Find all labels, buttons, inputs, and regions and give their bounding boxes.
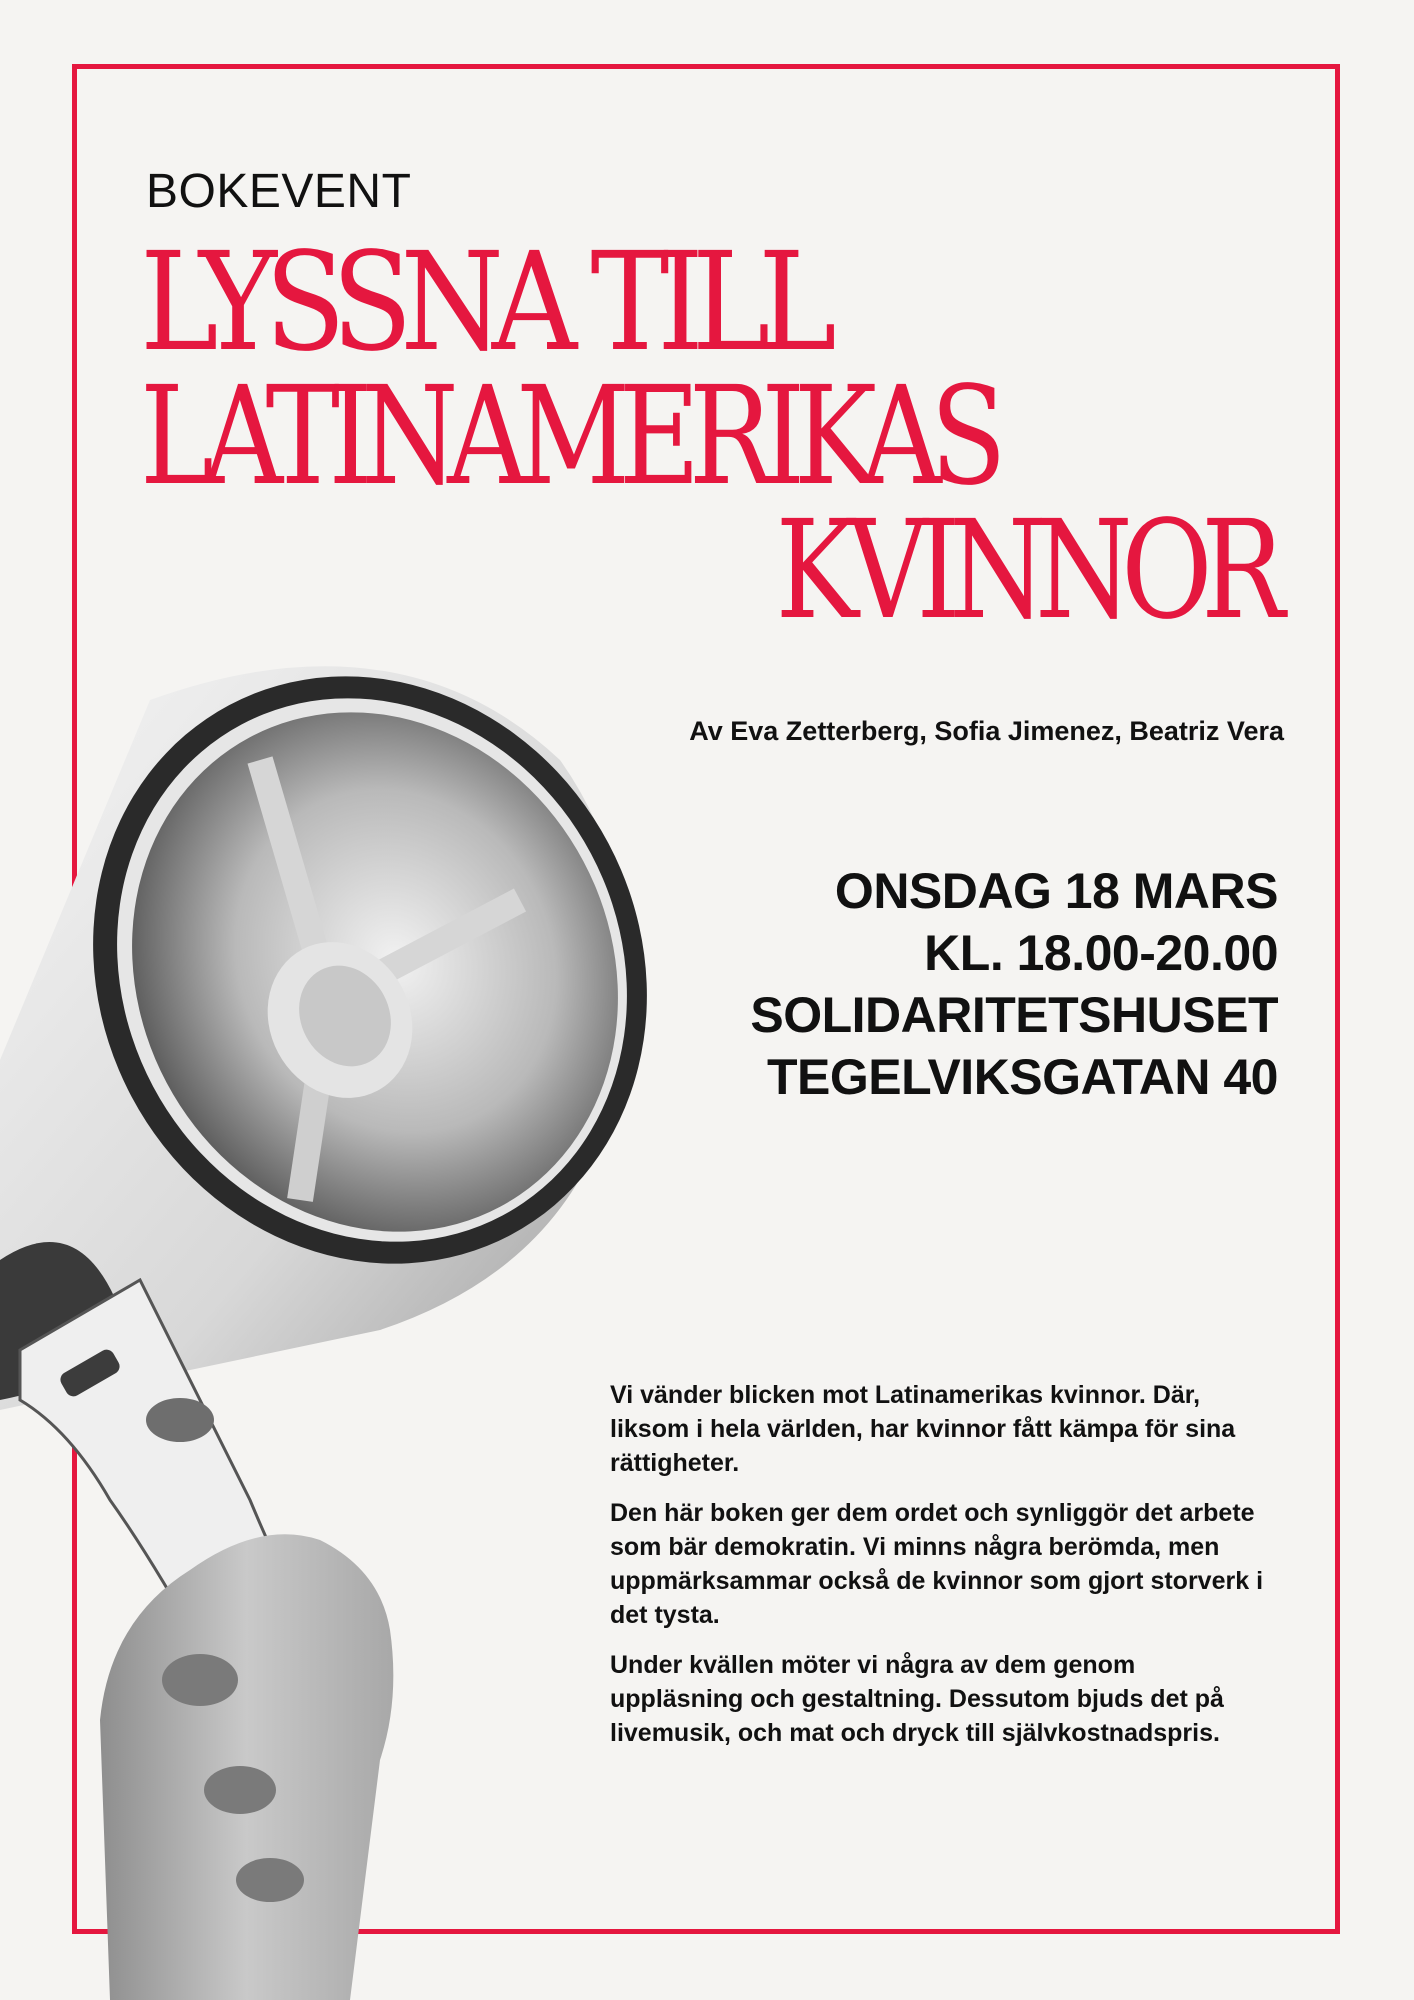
- title-line: KVINNOR: [775, 492, 1274, 650]
- event-details: [750, 860, 1278, 1108]
- megaphone-hand-icon: [0, 640, 680, 2000]
- event-date: ONSDAG 18 MARS: [834, 863, 1278, 919]
- event-address: TEGELVIKSGATAN 40: [766, 1049, 1278, 1105]
- event-description: [610, 1378, 1270, 1766]
- title-line: LATINAMERIKAS: [140, 358, 996, 516]
- description-paragraph: Vi vänder blicken mot Latinamerikas kvinnor. Där, liksom i hela världen, har kvinnor fått kämpa för sina rättigheter.: [610, 1381, 1236, 1477]
- description-paragraph: Den här boken ger dem ordet och synliggör det arbete som bär demokratin. Vi minns några berömda, men uppmärksammar också de kvinnor som gjort storverk i det tysta.: [610, 1499, 1264, 1629]
- title-line: LYSSNA TILL: [140, 224, 825, 382]
- description-paragraph: Under kvällen möter vi några av dem genom uppläsning och gestaltning. Dessutom bjuds det på livemusik, och mat och dryck till självkostnadspris.: [610, 1651, 1224, 1747]
- event-type-label: BOKEVENT: [146, 165, 412, 218]
- event-time: KL. 18.00-20.00: [924, 925, 1278, 981]
- event-venue: SOLIDARITETSHUSET: [750, 987, 1278, 1043]
- poster-title: [140, 224, 1290, 650]
- authors-line: Av Eva Zetterberg, Sofia Jimenez, Beatriz Vera: [689, 716, 1284, 746]
